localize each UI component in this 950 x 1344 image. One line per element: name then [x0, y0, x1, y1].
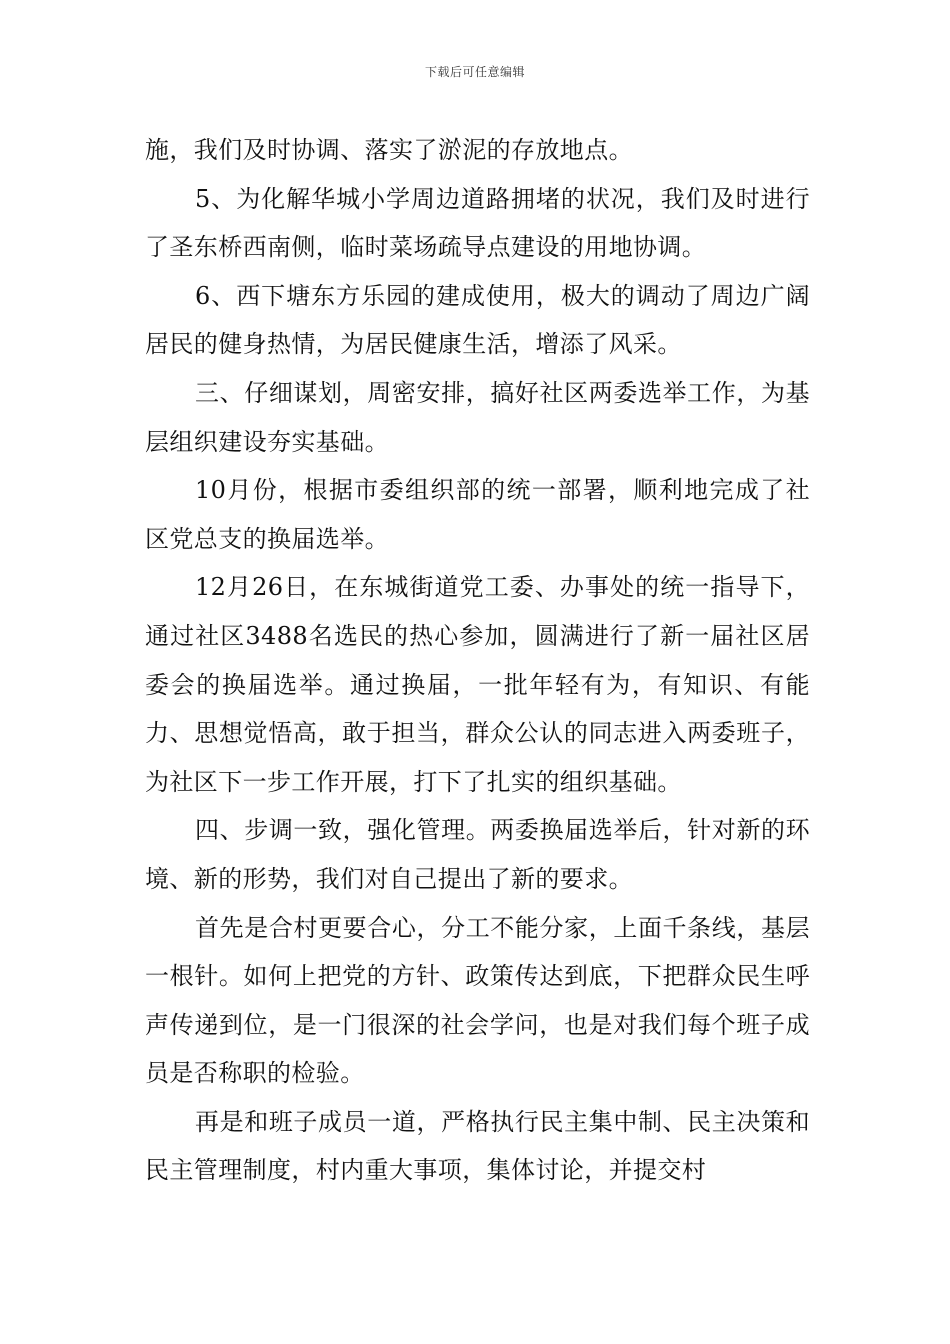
paragraph-3: 6、西下塘东方乐园的建成使用，极大的调动了周边广阔居民的健身热情，为居民健康生活，增添了风采。	[145, 281, 810, 359]
document-body	[145, 126, 810, 1195]
paragraph-6: 12月26日，在东城街道党工委、办事处的统一指导下，通过社区3488名选民的热心参加，圆满进行了新一届社区居委会的换届选举。通过换届，一批年轻有为，有知识、有能力、思想觉悟高，敢于担当，群众公认的同志进入两委班子，为社区下一步工作开展，打下了扎实的组织基础。	[145, 573, 810, 796]
paragraph-1: 施，我们及时协调、落实了淤泥的存放地点。	[145, 136, 633, 164]
paragraph-9: 再是和班子成员一道，严格执行民主集中制、民主决策和民主管理制度，村内重大事项，集体讨论，并提交村	[145, 1107, 810, 1185]
page-header: 下载后可任意编辑	[424, 65, 525, 79]
paragraph-7: 四、步调一致，强化管理。两委换届选举后，针对新的环境、新的形势，我们对自己提出了新的要求。	[145, 816, 810, 893]
paragraph-2: 5、为化解华城小学周边道路拥堵的状况，我们及时进行了圣东桥西南侧，临时菜场疏导点建设的用地协调。	[145, 184, 810, 262]
paragraph-4: 三、仔细谋划，周密安排，搞好社区两委选举工作，为基层组织建设夯实基础。	[145, 378, 810, 456]
paragraph-8: 首先是合村更要合心，分工不能分家，上面千条线，基层一根针。如何上把党的方针、政策传达到底，下把群众民生呼声传递到位，是一门很深的社会学问，也是对我们每个班子成员是否称职的检验。	[145, 913, 810, 1088]
paragraph-5: 10月份，根据市委组织部的统一部署，顺利地完成了社区党总支的换届选举。	[145, 476, 810, 553]
